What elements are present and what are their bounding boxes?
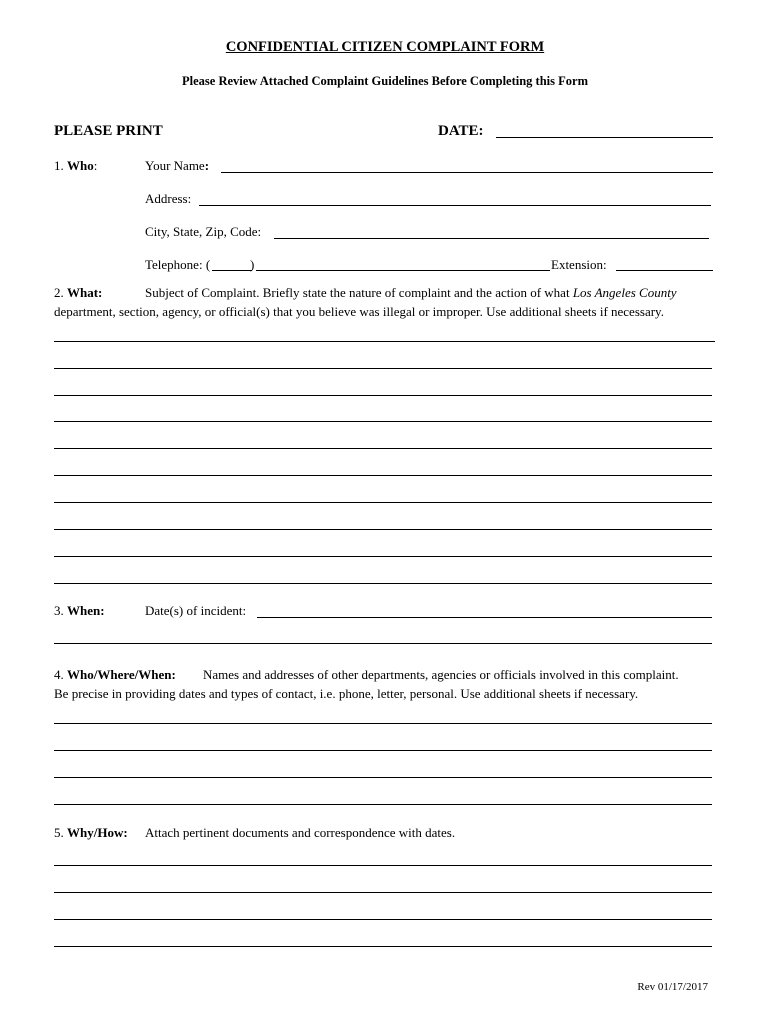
incident-date-label: Date(s) of incident: bbox=[145, 603, 247, 618]
city-state-zip-label: City, State, Zip, Code: bbox=[145, 224, 262, 239]
address-field[interactable] bbox=[199, 205, 711, 206]
why-how-line[interactable] bbox=[54, 892, 712, 893]
telephone-area-code-field[interactable] bbox=[212, 270, 252, 271]
why-how-line[interactable] bbox=[54, 865, 712, 866]
address-label: Address: bbox=[145, 191, 192, 206]
what-line[interactable] bbox=[54, 556, 712, 557]
city-state-zip-field[interactable] bbox=[274, 238, 709, 239]
your-name-label: Your Name: bbox=[145, 158, 210, 173]
who-where-when-line[interactable] bbox=[54, 777, 712, 778]
who-where-when-line[interactable] bbox=[54, 723, 712, 724]
extension-field[interactable] bbox=[616, 270, 713, 271]
section-4-description: 4. Who/Where/When: Names and addresses of other departments, agencies or officials involved in this complaint. Be precise in providing dates and types of contact, i.e. phone, letter, personal. Use additional sheets if necessary. bbox=[54, 667, 679, 701]
extension-label: Extension: bbox=[551, 257, 607, 272]
form-title: CONFIDENTIAL CITIZEN COMPLAINT FORM bbox=[225, 39, 545, 55]
what-line[interactable] bbox=[54, 475, 712, 476]
date-label: DATE: bbox=[438, 123, 484, 139]
incident-date-field[interactable] bbox=[257, 617, 712, 618]
telephone-close-paren: ) bbox=[250, 257, 255, 272]
what-line[interactable] bbox=[54, 341, 715, 342]
please-print-label: PLEASE PRINT bbox=[54, 123, 163, 139]
when-line[interactable] bbox=[54, 643, 712, 644]
section-2-description: 2. What: Subject of Complaint. Briefly state the nature of complaint and the action of what Los Angeles County department, section, agency, or official(s) that you believe was illegal or improper. Use additional sheets if necessary. bbox=[54, 285, 677, 319]
section-5-heading: 5. Why/How: bbox=[54, 825, 128, 840]
what-line[interactable] bbox=[54, 583, 712, 584]
what-line[interactable] bbox=[54, 529, 712, 530]
what-line[interactable] bbox=[54, 502, 712, 503]
who-where-when-line[interactable] bbox=[54, 750, 712, 751]
form-subtitle: Please Review Attached Complaint Guidelines Before Completing this Form bbox=[182, 74, 588, 88]
telephone-label: Telephone: ( bbox=[145, 257, 211, 272]
why-how-line[interactable] bbox=[54, 946, 712, 947]
section-5-description: Attach pertinent documents and correspondence with dates. bbox=[145, 825, 456, 840]
what-line[interactable] bbox=[54, 448, 712, 449]
what-line[interactable] bbox=[54, 368, 712, 369]
telephone-field[interactable] bbox=[256, 270, 550, 271]
date-field[interactable] bbox=[496, 137, 713, 138]
who-where-when-line[interactable] bbox=[54, 804, 712, 805]
why-how-line[interactable] bbox=[54, 919, 712, 920]
section-3-heading: 3. When: bbox=[54, 603, 105, 618]
what-line[interactable] bbox=[54, 395, 712, 396]
revision-label: Rev 01/17/2017 bbox=[637, 981, 708, 993]
section-1-heading: 1. Who: bbox=[54, 158, 98, 173]
what-line[interactable] bbox=[54, 421, 712, 422]
your-name-field[interactable] bbox=[221, 172, 713, 173]
